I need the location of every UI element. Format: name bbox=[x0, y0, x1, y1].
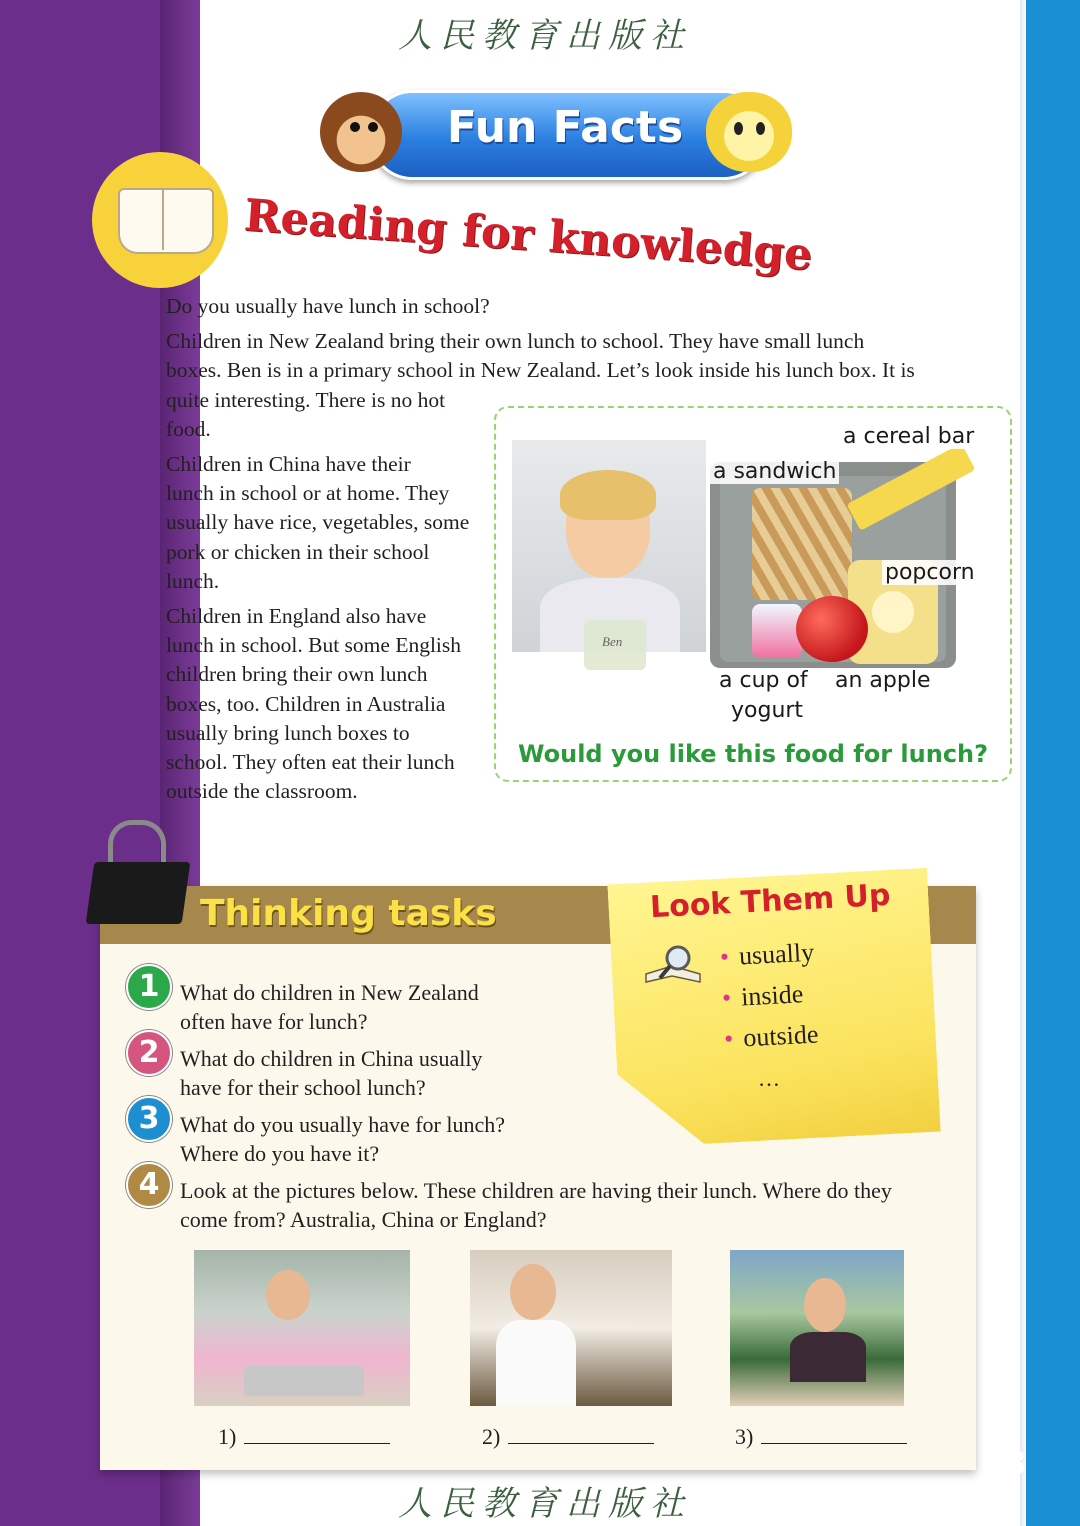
task-line: What do children in China usually bbox=[180, 1046, 483, 1071]
ben-bag bbox=[584, 620, 646, 670]
text-line: children bring their own lunch bbox=[166, 662, 428, 687]
answer-label: 3) bbox=[735, 1424, 754, 1449]
text-line: Children in England also have bbox=[166, 604, 427, 629]
apple-image bbox=[796, 596, 868, 662]
answer-label: 1) bbox=[218, 1424, 237, 1449]
fun-facts-title: Fun Facts bbox=[446, 102, 684, 153]
text-line: school. They often eat their lunch bbox=[166, 750, 455, 775]
text-line: food. bbox=[166, 416, 211, 441]
page-edge bbox=[1020, 0, 1026, 1526]
task-line: Look at the pictures below. These children are having their lunch. Where do they bbox=[180, 1178, 892, 1203]
china-lunch-photo bbox=[194, 1250, 410, 1406]
more-words-ellipsis: … bbox=[758, 1066, 780, 1091]
task-text bbox=[180, 1044, 482, 1102]
lunch-tray bbox=[244, 1366, 364, 1396]
publisher-header: 人民教育出版社 bbox=[398, 16, 692, 56]
yogurt-image bbox=[752, 604, 802, 658]
label-apple: an apple bbox=[832, 668, 933, 693]
white-shirt bbox=[496, 1320, 576, 1406]
sandwich-image bbox=[752, 488, 852, 600]
magnifier-book-icon bbox=[644, 944, 704, 986]
boy-face bbox=[510, 1264, 556, 1320]
text-line: quite interesting. There is no hot bbox=[166, 387, 446, 412]
text-line: boxes. Ben is in a primary school in New Zealand. Let’s look inside his lunch box. It is bbox=[166, 358, 915, 383]
text-line: outside the classroom. bbox=[166, 779, 358, 804]
task-line: come from? Australia, China or England? bbox=[180, 1207, 547, 1232]
label-yogurt: yogurt bbox=[728, 698, 806, 723]
open-book-icon bbox=[118, 188, 214, 254]
lunch-question: Would you like this food for lunch? bbox=[518, 740, 989, 768]
task-number-badge: 2 bbox=[126, 1030, 172, 1076]
label-popcorn: popcorn bbox=[882, 560, 978, 585]
right-blue-band bbox=[1020, 0, 1080, 1526]
task-line: often have for lunch? bbox=[180, 1009, 368, 1034]
look-them-up-title: Look Them Up bbox=[649, 877, 892, 926]
text-line: lunch in school or at home. They bbox=[166, 481, 450, 506]
answer-label: 2) bbox=[482, 1424, 501, 1449]
task-line: Where do you have it? bbox=[180, 1141, 380, 1166]
text-line: lunch. bbox=[166, 568, 220, 593]
task-number-badge: 4 bbox=[126, 1162, 172, 1208]
task-number-badge: 1 bbox=[126, 964, 172, 1010]
word-item: • outside bbox=[723, 1014, 819, 1060]
australia-lunch-photo bbox=[730, 1250, 904, 1406]
reading-paragraph-4 bbox=[166, 602, 486, 806]
task-text bbox=[180, 1110, 505, 1168]
girl-face bbox=[266, 1270, 310, 1320]
label-cereal-bar: a cereal bar bbox=[840, 424, 977, 449]
reading-paragraph-3 bbox=[166, 450, 486, 596]
word-item: • inside bbox=[721, 973, 817, 1019]
girl-face bbox=[804, 1278, 846, 1332]
task-text bbox=[180, 978, 479, 1036]
text-line: Children in New Zealand bring their own lunch to school. They have small lunch bbox=[166, 329, 865, 354]
task-line: have for their school lunch? bbox=[180, 1075, 426, 1100]
answer-blank-3[interactable] bbox=[735, 1424, 907, 1450]
bag-name: Ben bbox=[602, 634, 623, 649]
monkey-mascot-icon bbox=[320, 92, 402, 172]
look-them-up-list bbox=[719, 932, 820, 1060]
task-line: What do you usually have for lunch? bbox=[180, 1112, 506, 1137]
dark-top bbox=[790, 1332, 866, 1382]
answer-line bbox=[244, 1425, 390, 1444]
answer-blank-2[interactable] bbox=[482, 1424, 654, 1450]
text-line: Children in China have their bbox=[166, 452, 411, 477]
text-line: boxes, too. Children in Australia bbox=[166, 691, 446, 716]
england-lunch-photo bbox=[470, 1250, 672, 1406]
text-line: lunch in school. But some English bbox=[166, 633, 462, 658]
thinking-tasks-title: Thinking tasks bbox=[200, 893, 497, 934]
publisher-footer: 人民教育出版社 bbox=[398, 1484, 692, 1524]
label-sandwich: a sandwich bbox=[710, 459, 839, 484]
text-line: usually have rice, vegetables, some bbox=[166, 510, 470, 535]
page-number: 13 bbox=[982, 1444, 1027, 1482]
reading-paragraph-1: Do you usually have lunch in school? bbox=[166, 294, 490, 318]
text-line: pork or chicken in their school bbox=[166, 539, 430, 564]
task-text bbox=[180, 1176, 892, 1234]
word-item: • usually bbox=[719, 932, 815, 978]
text-line: usually bring lunch boxes to bbox=[166, 720, 410, 745]
answer-line bbox=[508, 1425, 654, 1444]
task-line: What do children in New Zealand bbox=[180, 980, 479, 1005]
binder-clip-icon bbox=[86, 862, 191, 924]
boy-hair bbox=[560, 470, 656, 520]
reading-title: Reading for knowledge bbox=[242, 190, 814, 281]
answer-blank-1[interactable] bbox=[218, 1424, 390, 1450]
cat-mascot-icon bbox=[706, 92, 792, 172]
label-cup-of: a cup of bbox=[716, 668, 811, 693]
task-number-badge: 3 bbox=[126, 1096, 172, 1142]
answer-line bbox=[761, 1425, 907, 1444]
book-spine bbox=[162, 188, 164, 250]
